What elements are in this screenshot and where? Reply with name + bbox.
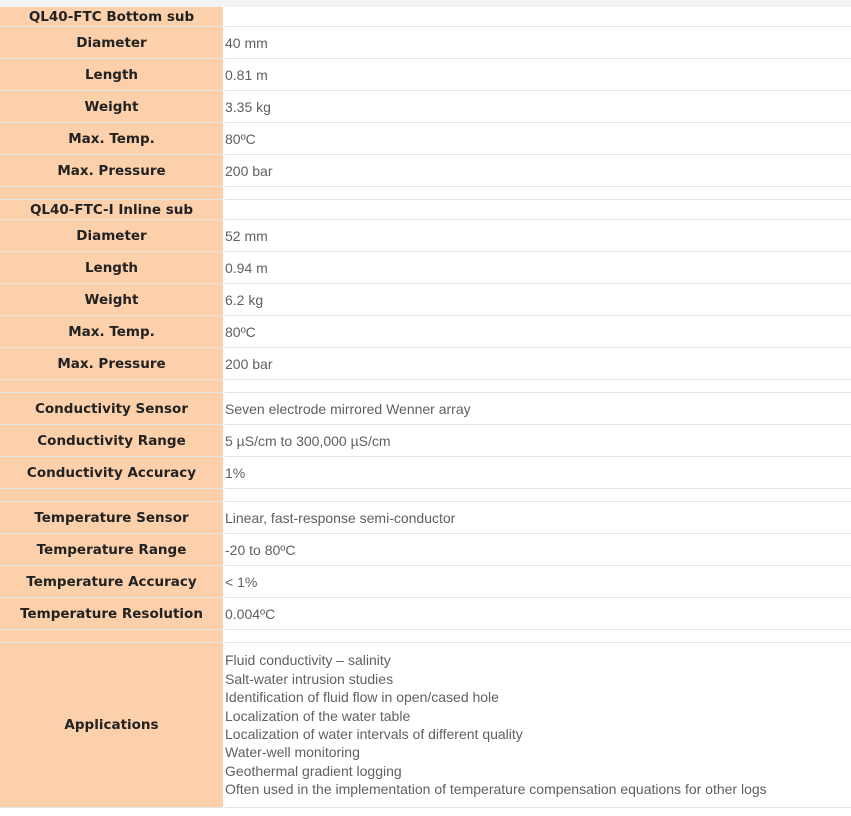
table-row — [0, 59, 851, 91]
application-item: Water-well monitoring — [225, 744, 360, 761]
spec-label: Conductivity Range — [0, 425, 224, 457]
table-row — [0, 393, 851, 425]
spec-value: 5 µS/cm to 300,000 µS/cm — [224, 425, 851, 457]
table-row — [0, 425, 851, 457]
spec-label: Max. Temp. — [0, 123, 224, 155]
table-row — [0, 27, 851, 59]
spec-label: Max. Temp. — [0, 316, 224, 348]
table-row — [0, 457, 851, 489]
spacer-label — [0, 380, 224, 393]
spec-value: 80ºC — [224, 123, 851, 155]
spacer-value — [224, 489, 851, 502]
table-row — [0, 252, 851, 284]
spec-value: 0.94 m — [224, 252, 851, 284]
application-item: Localization of the water table — [225, 707, 411, 724]
spec-label: Temperature Range — [0, 534, 224, 566]
section-heading-value — [224, 7, 851, 27]
table-row — [0, 598, 851, 630]
spacer-label — [0, 187, 224, 200]
spec-label: Max. Pressure — [0, 155, 224, 187]
spec-label: Length — [0, 59, 224, 91]
spacer-row — [0, 630, 851, 643]
spacer-value — [224, 630, 851, 643]
table-row — [0, 316, 851, 348]
section-heading-value — [224, 200, 851, 220]
spec-label: Weight — [0, 91, 224, 123]
spec-value: 200 bar — [224, 155, 851, 187]
table-row — [0, 534, 851, 566]
table-row — [0, 123, 851, 155]
spec-label: Conductivity Sensor — [0, 393, 224, 425]
spec-value: 1% — [224, 457, 851, 489]
spacer-row — [0, 187, 851, 200]
application-item: Identification of fluid flow in open/cased hole — [225, 689, 499, 706]
table-row — [0, 220, 851, 252]
spec-value: 200 bar — [224, 348, 851, 380]
spec-label: Weight — [0, 284, 224, 316]
spec-label: Diameter — [0, 220, 224, 252]
applications-row — [0, 643, 851, 808]
spec-value: 52 mm — [224, 220, 851, 252]
spec-label: Length — [0, 252, 224, 284]
spec-value: 3.35 kg — [224, 91, 851, 123]
spec-table — [0, 7, 851, 808]
application-item: Fluid conductivity – salinity — [225, 652, 391, 669]
spacer-value — [224, 187, 851, 200]
spacer-value — [224, 380, 851, 393]
spec-value: 0.81 m — [224, 59, 851, 91]
table-row — [0, 91, 851, 123]
application-item: Localization of water intervals of different quality — [225, 726, 523, 742]
application-item: Salt-water intrusion studies — [225, 670, 394, 687]
table-row — [0, 155, 851, 187]
spec-value: Seven electrode mirrored Wenner array — [224, 393, 851, 425]
applications-label: Applications — [0, 643, 224, 808]
application-item: Often used in the implementation of temperature compensation equations for other logs — [225, 781, 767, 798]
spec-label: Temperature Sensor — [0, 502, 224, 534]
spec-value: < 1% — [224, 566, 851, 598]
spec-label: Temperature Resolution — [0, 598, 224, 630]
spec-value: Linear, fast-response semi-conductor — [224, 502, 851, 534]
applications-list — [224, 643, 851, 808]
application-item: Geothermal gradient logging — [225, 762, 402, 779]
spec-label: Diameter — [0, 27, 224, 59]
spacer-label — [0, 630, 224, 643]
spec-label: Conductivity Accuracy — [0, 457, 224, 489]
spacer-label — [0, 489, 224, 502]
table-row — [0, 284, 851, 316]
section-heading-bottom-sub: QL40-FTC Bottom sub — [0, 7, 224, 27]
section-heading-inline-sub: QL40-FTC-I Inline sub — [0, 200, 224, 220]
spec-value: -20 to 80ºC — [224, 534, 851, 566]
table-row — [0, 348, 851, 380]
spec-label: Max. Pressure — [0, 348, 224, 380]
spec-value: 6.2 kg — [224, 284, 851, 316]
table-row — [0, 566, 851, 598]
spacer-row — [0, 380, 851, 393]
spec-label: Temperature Accuracy — [0, 566, 224, 598]
spec-value: 80ºC — [224, 316, 851, 348]
section-header-row — [0, 200, 851, 220]
spec-value: 40 mm — [224, 27, 851, 59]
table-row — [0, 502, 851, 534]
spacer-row — [0, 489, 851, 502]
section-header-row — [0, 7, 851, 27]
spec-value: 0.004ºC — [224, 598, 851, 630]
